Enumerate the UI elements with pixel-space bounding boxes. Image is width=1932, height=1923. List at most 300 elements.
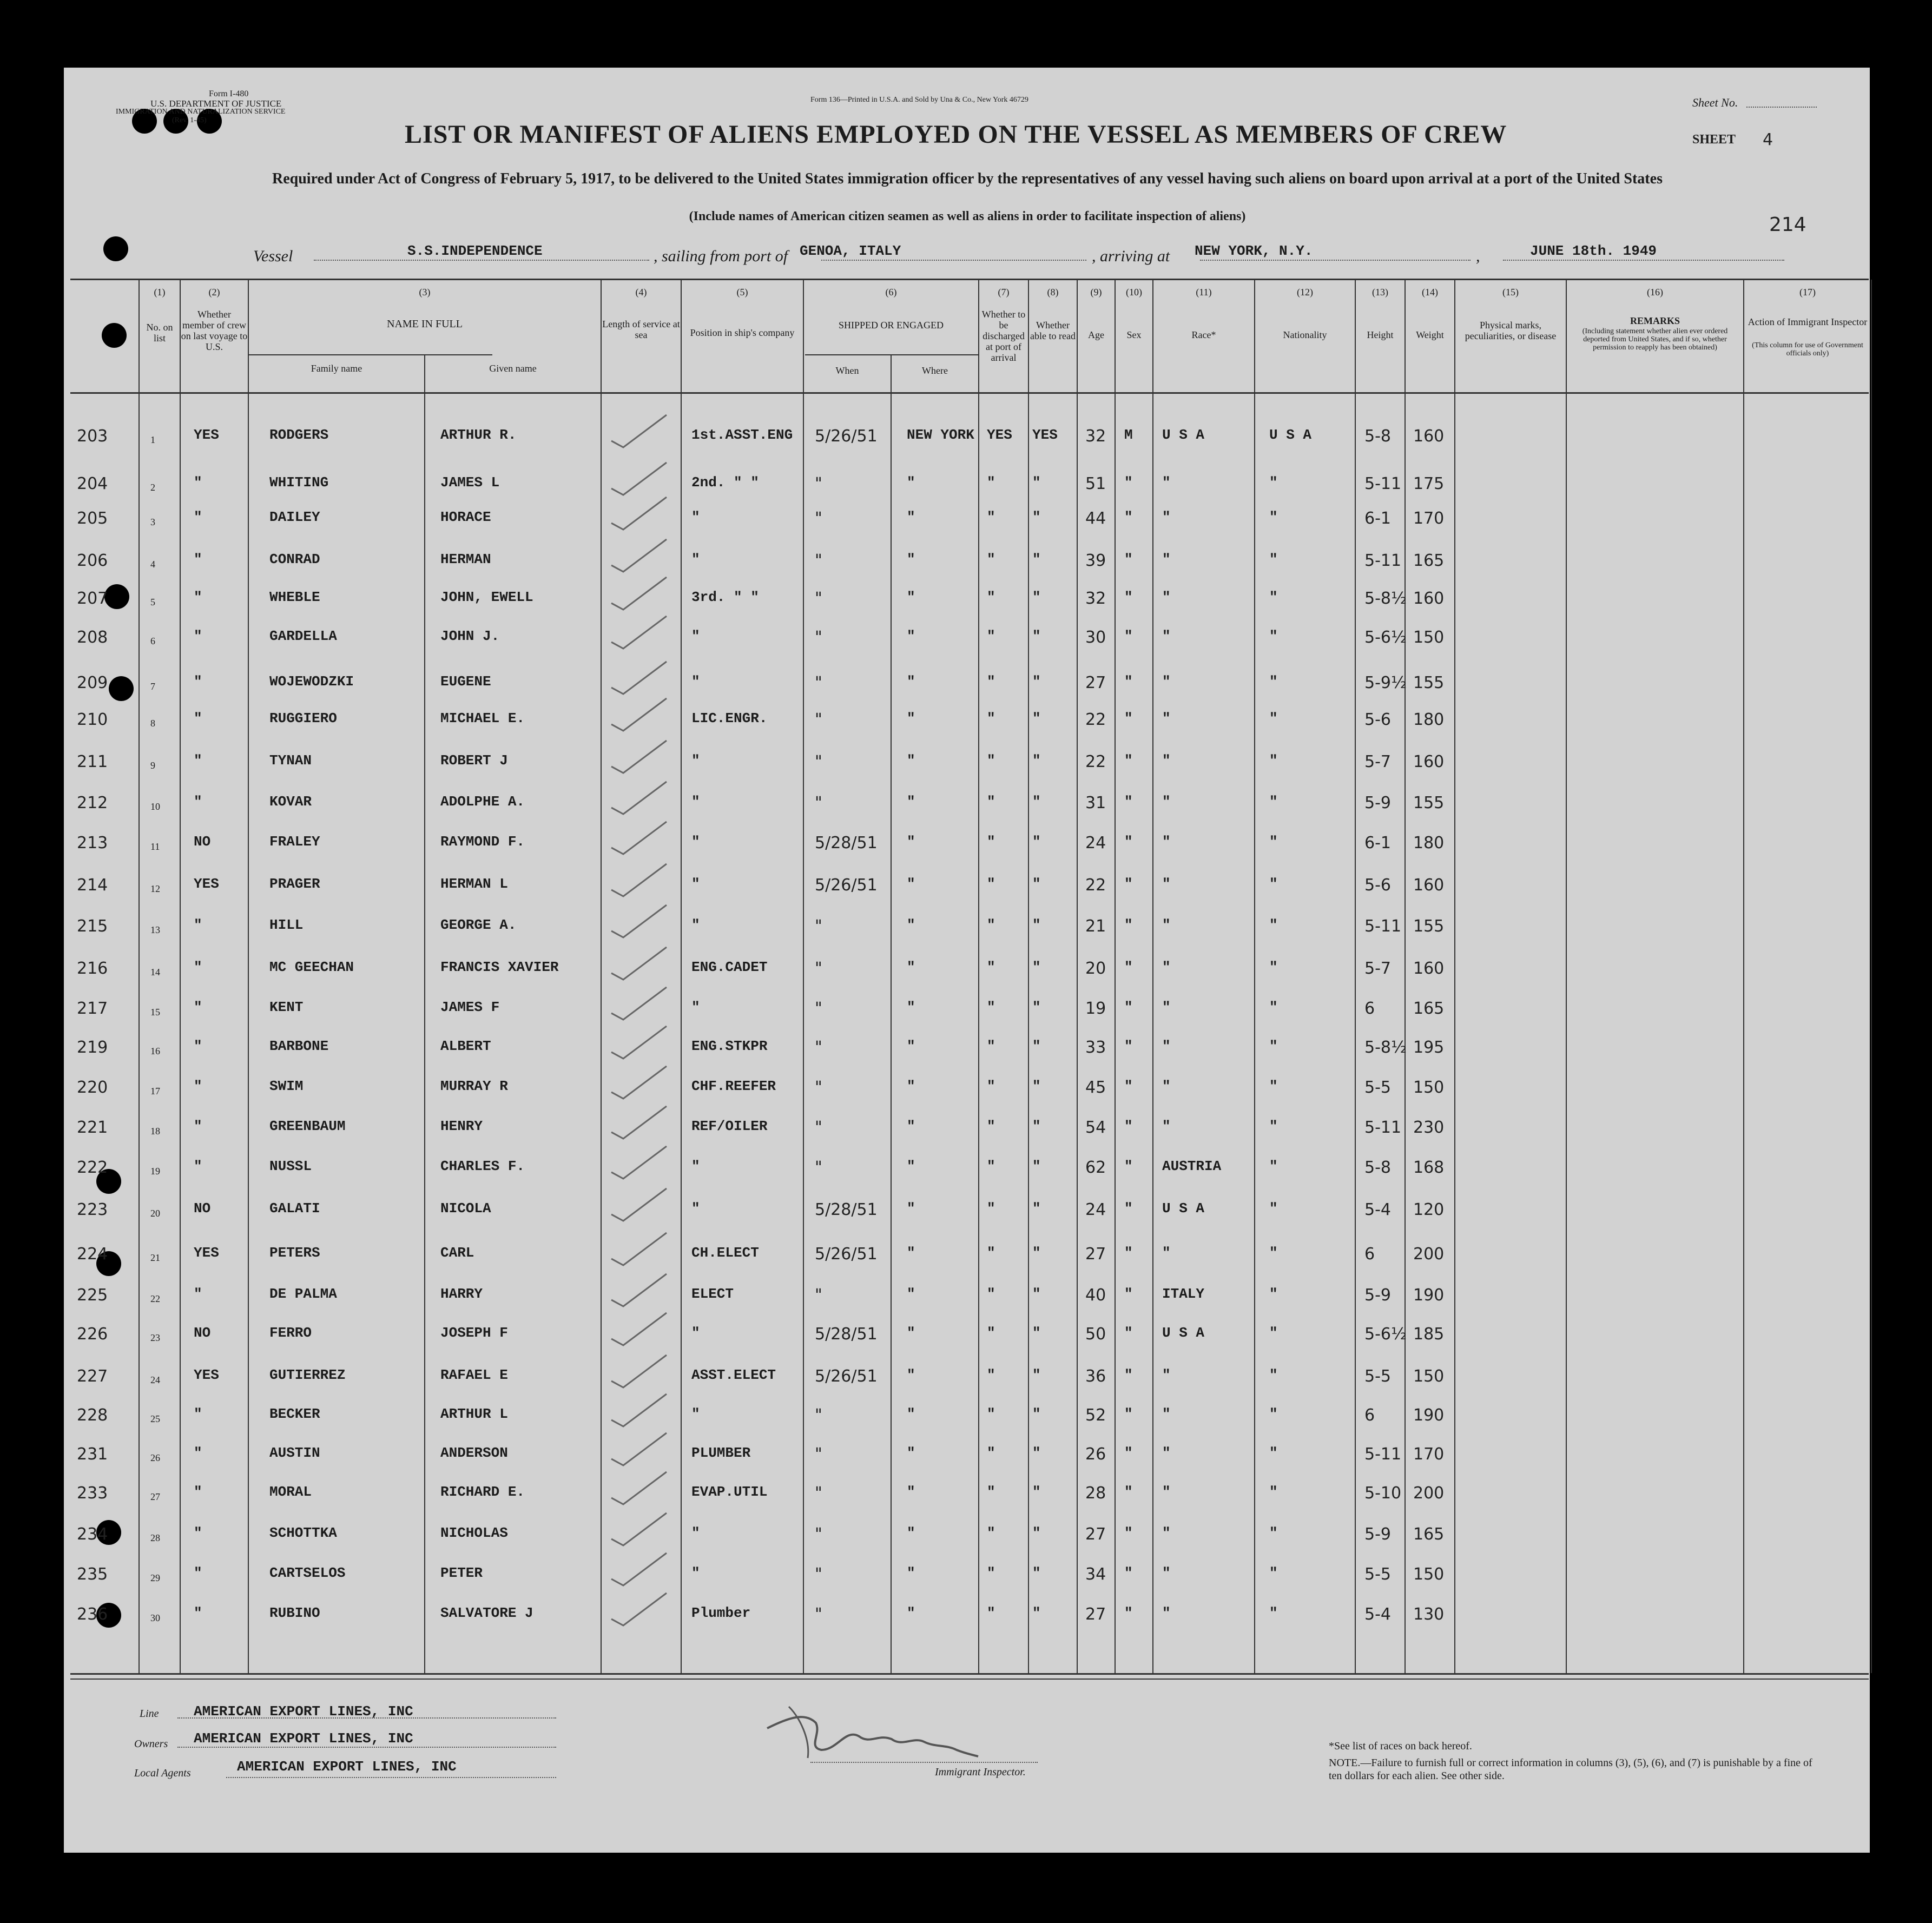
line-number: 23 (150, 1332, 160, 1343)
given-name: RAYMOND F. (440, 834, 525, 850)
shipped-when: " (815, 551, 822, 570)
given-name: HENRY (440, 1118, 483, 1134)
arriving-label: , arriving at (1092, 247, 1170, 265)
previous-voyage: " (194, 1286, 202, 1302)
shipped-where: NEW YORK (907, 427, 974, 443)
discharged: " (987, 876, 995, 892)
sex: " (1124, 1565, 1133, 1581)
sex: " (1124, 474, 1133, 491)
list-ref-number: 215 (77, 917, 108, 936)
previous-voyage: " (194, 752, 202, 769)
position: " (691, 1406, 700, 1422)
height: 5-7 (1364, 959, 1391, 978)
sex: " (1124, 1200, 1133, 1217)
col-family-name: Family name (311, 363, 362, 374)
previous-voyage: YES (194, 427, 219, 443)
col-remarks: REMARKS (1630, 315, 1680, 326)
agents-label: Local Agents (134, 1767, 191, 1779)
list-ref-number: 234 (77, 1525, 108, 1544)
list-ref-number: 222 (77, 1158, 108, 1177)
discharged: " (987, 710, 995, 726)
family-name: DAILEY (269, 509, 320, 525)
sex: " (1124, 1325, 1133, 1341)
height: 5-9 (1364, 1286, 1391, 1305)
able-to-read: YES (1032, 427, 1058, 443)
race: " (1162, 752, 1171, 769)
height: 5-9 (1364, 1525, 1391, 1544)
able-to-read: " (1032, 1245, 1041, 1261)
nationality: " (1269, 1158, 1278, 1174)
line-number: 20 (150, 1208, 160, 1219)
age: 62 (1085, 1158, 1106, 1177)
discharged: " (987, 752, 995, 769)
service-tick-marks (602, 392, 683, 1674)
service-tick (611, 905, 667, 937)
shipped-when: " (815, 673, 822, 692)
service-tick (611, 497, 667, 530)
sex: " (1124, 917, 1133, 933)
age: 22 (1085, 752, 1106, 771)
height: 6 (1364, 1245, 1375, 1264)
line-number: 12 (150, 883, 160, 894)
sex: " (1124, 1484, 1133, 1500)
discharged: " (987, 1286, 995, 1302)
previous-voyage: " (194, 999, 202, 1015)
able-to-read: " (1032, 1158, 1041, 1174)
given-name: ANDERSON (440, 1445, 508, 1461)
discharged: " (987, 1200, 995, 1217)
sex: " (1124, 1158, 1133, 1174)
sex: M (1124, 427, 1133, 443)
sex: " (1124, 999, 1133, 1015)
able-to-read: " (1032, 1406, 1041, 1422)
port-of-departure: GENOA, ITALY (800, 243, 901, 259)
position: PLUMBER (691, 1445, 751, 1461)
service-tick (611, 1513, 667, 1545)
inspector-label: Immigrant Inspector. (935, 1766, 1026, 1778)
able-to-read: " (1032, 1286, 1041, 1302)
col-length-of-service: Length of service at sea (602, 319, 680, 340)
previous-voyage: NO (194, 1200, 211, 1217)
service-tick (611, 1593, 667, 1625)
discharged: " (987, 1525, 995, 1541)
shipped-when: " (815, 1565, 822, 1584)
col-age: Age (1088, 329, 1104, 340)
sex: " (1124, 876, 1133, 892)
list-ref-number: 205 (77, 509, 108, 528)
shipped-where: " (907, 1245, 915, 1261)
given-name: RAFAEL E (440, 1367, 508, 1383)
age: 24 (1085, 834, 1106, 853)
family-name: BECKER (269, 1406, 320, 1422)
col-weight: Weight (1416, 329, 1444, 340)
weight: 165 (1413, 551, 1445, 570)
height: 5-8½ (1364, 589, 1407, 608)
given-name: NICHOLAS (440, 1525, 508, 1541)
line-number: 8 (150, 718, 155, 729)
family-name: KENT (269, 999, 304, 1015)
weight: 150 (1413, 1367, 1445, 1386)
previous-voyage: " (194, 1158, 202, 1174)
sex: " (1124, 752, 1133, 769)
nationality: " (1269, 1406, 1278, 1422)
previous-voyage: " (194, 1605, 202, 1621)
nationality: " (1269, 1245, 1278, 1261)
sex: " (1124, 834, 1133, 850)
subtitle: Required under Act of Congress of February 5, 1917, to be delivered to the United States immigration officer by the representatives of any vessel having such aliens on board upon arrival at a port of the United States (272, 170, 1663, 187)
previous-voyage: " (194, 509, 202, 525)
family-name: GARDELLA (269, 628, 337, 644)
list-ref-number: 204 (77, 474, 108, 493)
height: 5-11 (1364, 551, 1402, 570)
col-race: Race* (1191, 329, 1216, 340)
able-to-read: " (1032, 1118, 1041, 1134)
weight: 195 (1413, 1038, 1445, 1057)
line-number: 22 (150, 1293, 160, 1304)
discharged: " (987, 673, 995, 690)
service-tick (611, 616, 667, 649)
shipped-where: " (907, 876, 915, 892)
shipped-where: " (907, 834, 915, 850)
given-name: ADOLPHE A. (440, 794, 525, 810)
given-name: GEORGE A. (440, 917, 517, 933)
nationality: " (1269, 1325, 1278, 1341)
service: IMMIGRATION AND NATURALIZATION SERVICE (116, 108, 286, 116)
sex: " (1124, 1286, 1133, 1302)
service-tick (611, 1106, 667, 1139)
age: 24 (1085, 1200, 1106, 1219)
shipped-when: " (815, 710, 822, 729)
age: 54 (1085, 1118, 1106, 1137)
family-name: RUGGIERO (269, 710, 337, 726)
list-ref-number: 217 (77, 999, 108, 1018)
line-label: Line (140, 1708, 159, 1720)
list-ref-number: 219 (77, 1038, 108, 1057)
col-able-to-read: Whether able to read (1030, 320, 1076, 341)
position: 3rd. " " (691, 589, 759, 605)
line-number: 29 (150, 1572, 160, 1583)
nationality: " (1269, 628, 1278, 644)
shipped-where: " (907, 1325, 915, 1341)
nationality: " (1269, 673, 1278, 690)
list-ref-number: 226 (77, 1325, 108, 1344)
height: 5-8 (1364, 1158, 1391, 1177)
service-tick (611, 1026, 667, 1059)
position: CHF.REEFER (691, 1078, 776, 1094)
able-to-read: " (1032, 1445, 1041, 1461)
discharged: " (987, 1484, 995, 1500)
col-no-on-list: No. on list (146, 322, 173, 343)
weight: 175 (1413, 474, 1445, 493)
previous-voyage: " (194, 1038, 202, 1054)
service-tick (611, 1472, 667, 1504)
service-tick (611, 415, 667, 447)
discharged: " (987, 1325, 995, 1341)
race: " (1162, 551, 1171, 567)
age: 27 (1085, 673, 1106, 692)
height: 5-6 (1364, 710, 1391, 729)
previous-voyage: " (194, 474, 202, 491)
able-to-read: " (1032, 474, 1041, 491)
shipped-where: " (907, 1605, 915, 1621)
line-number: 11 (150, 841, 160, 852)
weight: 120 (1413, 1200, 1445, 1219)
sheet-value: 4 (1763, 130, 1773, 149)
list-ref-number: 211 (77, 752, 108, 771)
family-name: HILL (269, 917, 304, 933)
previous-voyage: " (194, 1118, 202, 1134)
nationality: U S A (1269, 427, 1312, 443)
shipped-when: " (815, 1038, 822, 1057)
height: 5-11 (1364, 474, 1402, 493)
previous-voyage: YES (194, 1367, 219, 1383)
previous-voyage: " (194, 794, 202, 810)
shipped-when: " (815, 794, 822, 812)
shipped-when: " (815, 752, 822, 771)
printer-note: Form 136—Printed in U.S.A. and Sold by Una & Co., New York 46729 (810, 96, 1028, 104)
line-number: 17 (150, 1086, 160, 1096)
list-ref-number: 233 (77, 1484, 108, 1503)
position: " (691, 834, 700, 850)
weight: 155 (1413, 673, 1445, 692)
race: " (1162, 1038, 1171, 1054)
previous-voyage: " (194, 1565, 202, 1581)
previous-voyage: " (194, 1484, 202, 1500)
age: 22 (1085, 710, 1106, 729)
given-name: HERMAN L (440, 876, 508, 892)
age: 36 (1085, 1367, 1106, 1386)
nationality: " (1269, 1200, 1278, 1217)
position: CH.ELECT (691, 1245, 759, 1261)
sex: " (1124, 1038, 1133, 1054)
race: " (1162, 959, 1171, 975)
family-name: KOVAR (269, 794, 312, 810)
sex: " (1124, 551, 1133, 567)
height: 6 (1364, 999, 1375, 1018)
service-tick (611, 1394, 667, 1426)
manifest-sheet: Form I-480 U.S. DEPARTMENT OF JUSTICE IMMIGRATION AND NATURALIZATION SERVICE (Rev. 1-45) Form 136—Printed in U.S.A. and Sold by Una & Co., New York 46729 Sheet No. SHEET 4 LIST OR MANIFEST OF ALIENS EMPLOYED ON THE VESSEL AS MEMBERS OF CREW Required under Act of Congress of February 5, 1917, to be delivered to the United States immigration officer by the representatives of any vessel having such aliens on board upon arrival at a port of the United States (Include names of American citizen seamen as well as aliens in order to facilitate inspection of aliens) 214 Vessel S.S.INDEPENDENCE , sailing from port of GENOA, ITALY , arriving at NEW YORK, N.Y. , JUNE 18th. 1949 (1) (2) (3) (4) (5) (6) (7) (8) (9) (10) (11) (12) (13) (14) (15) (16) (17) No. on list Whether member of crew on last voyage to U.S. NAME IN FULL Family name Given name Length of service at sea Position in ship's company SHIPPED OR ENGAGED When Where Whether to be discharged at port of arrival Whether able to read Age Sex Race* Nationality Height Weight Physical marks, peculiarities, or disease REMARKS (Including statement whether alien ever ordered deported from United States, and if so, whether permission to reapply has been obtained) Action of Immigrant Inspector (This column for use of Government officials only) 203 1 YES RODGERS ARTHUR R. 1st.ASST.ENG 5/26/51 NEW YORK YES YES 32 M U S A U S A 5-8 160 204 2 " WHITING JAMES L 2nd. " " " " " " 51 " " " 5-11 175 205 3 " DAILEY HORACE " " " " " 44 " " " 6-1 170 206 4 " CONRAD HERMAN " " " " " 39 " " " 5-11 165 207 5 " WHEBLE JOHN, EWELL 3rd. " " " " " " 32 " " " 5-8½ 160 208 6 " GARDELLA JOHN J. " " " " " 30 " " " 5-6½ 150 209 7 " WOJEWODZKI EUGENE " " " " " 27 " " " 5-9½ 155 210 8 " RUGGIERO MICHAEL E. LIC.ENGR. " " " " 22 " " " 5-6 180 211 9 " TYNAN ROBERT J " " " " " 22 " " " 5-7 160 212 10 " KOVAR ADOLPHE A. " " " " " 31 " " " 5-9 155 213 11 NO FRALEY RAYMOND F. " 5/28/51 " " " 24 " " " 6-1 180 214 12 YES PRAGER HERMAN L " 5/26/51 " " " 22 " " " 5-6 160 215 13 " HILL GEORGE A. " " " " " 21 " " " 5-11 155 216 14 " MC GEECHAN FRANCIS XAVIER ENG.CADET " " " " 20 " " " 5-7 160 217 15 " KENT JAMES F " " " " " 19 " " " 6 165 219 16 " BARBONE ALBERT ENG.STKPR " " " " 33 " " " 5-8½ 195 220 17 " SWIM MURRAY R CHF.REEFER " " " " 45 " " " 5-5 150 221 18 " GREENBAUM HENRY REF/OILER " " " " 54 " " " 5-11 230 222 19 " NUSSL CHARLES F. " " " " " 62 " AUSTRIA " 5-8 168 223 20 NO GALATI NICOLA " 5/28/51 " " " 24 " U S A " 5-4 120 224 21 YES PETERS CARL CH.ELECT 5/26/51 " " " 27 " " " 6 200 225 22 " DE PALMA HARRY ELECT " " " " 40 " ITALY " 5-9 190 226 23 NO FERRO JOSEPH F " 5/28/51 " " " 50 " U S A " 5-6½ 185 227 24 YES GUTIERREZ RAFAEL E ASST.ELECT 5/26/51 " " " 36 " " " 5-5 150 228 25 " BECKER ARTHUR L " " " " " 52 " " " 6 190 231 26 " AUSTIN ANDERSON PLUMBER " " " " 26 " " " 5-11 170 233 27 " MORAL RICHARD E. EVAP.UTIL " " " " 28 " " " 5-10 200 234 28 " SCHOTTKA NICHOLAS " " " " " 27 " " " 5-9 165 235 29 " CARTSELOS PETER " " " " " 34 " " " 5-5 150 236 30 " RUBINO SALVATORE J Plumber " " " " 27 " " " 5-4 130 Line AMERICAN EXPORT LINES, INC Owners AMERICAN EXPORT LINES, INC Local Agents AMERICAN EXPORT LINES, INC Immigrant Inspector. *See list of races on back hereof. NOTE.—Failure to furnish full or correct information in columns (3), (5), (6), and (7) is punishable by a fine of ten dollars for each alien. See other side. (64, 68, 1870, 1853)
weight: 180 (1413, 710, 1445, 729)
race: " (1162, 1484, 1171, 1500)
shipped-when: 5/26/51 (815, 1245, 878, 1264)
family-name: BARBONE (269, 1038, 329, 1054)
age: 26 (1085, 1445, 1106, 1464)
punch-hole (109, 676, 134, 701)
service-tick (611, 1146, 667, 1179)
able-to-read: " (1032, 917, 1041, 933)
sex: " (1124, 794, 1133, 810)
shipped-where: " (907, 1038, 915, 1054)
age: 45 (1085, 1078, 1106, 1097)
height: 5-9½ (1364, 673, 1407, 692)
line-number: 4 (150, 559, 155, 570)
given-name: CHARLES F. (440, 1158, 525, 1174)
nationality: " (1269, 589, 1278, 605)
weight: 200 (1413, 1245, 1445, 1264)
age: 51 (1085, 474, 1106, 493)
line-number: 1 (150, 434, 155, 445)
col-inspector-note: (This column for use of Government officials only) (1752, 341, 1863, 358)
weight: 190 (1413, 1406, 1445, 1425)
line-number: 7 (150, 681, 155, 692)
family-name: MORAL (269, 1484, 312, 1500)
service-tick (611, 1553, 667, 1585)
height: 5-11 (1364, 1118, 1402, 1137)
line-number: 15 (150, 1007, 160, 1017)
able-to-read: " (1032, 752, 1041, 769)
line-number: 6 (150, 636, 155, 646)
shipped-when: " (815, 509, 822, 528)
form-id: Form I-480 (209, 89, 249, 98)
position: " (691, 999, 700, 1015)
able-to-read: " (1032, 1525, 1041, 1541)
discharged: " (987, 1118, 995, 1134)
race: " (1162, 794, 1171, 810)
family-name: RODGERS (269, 427, 329, 443)
race: U S A (1162, 427, 1205, 443)
position: Plumber (691, 1605, 751, 1621)
weight: 150 (1413, 1565, 1445, 1584)
height: 5-8½ (1364, 1038, 1407, 1057)
shipped-where: " (907, 1158, 915, 1174)
discharged: " (987, 1038, 995, 1054)
family-name: CONRAD (269, 551, 320, 567)
weight: 160 (1413, 589, 1445, 608)
position: ENG.CADET (691, 959, 768, 975)
list-ref-number: 210 (77, 710, 108, 729)
shipped-where: " (907, 710, 915, 726)
shipped-when: 5/28/51 (815, 834, 878, 853)
discharged: " (987, 794, 995, 810)
race: " (1162, 999, 1171, 1015)
service-tick (611, 1274, 667, 1306)
discharged: " (987, 509, 995, 525)
race: " (1162, 673, 1171, 690)
race: " (1162, 474, 1171, 491)
given-name: MURRAY R (440, 1078, 508, 1094)
position: " (691, 876, 700, 892)
col-previous-voyage: Whether member of crew on last voyage to U.S. (181, 309, 248, 352)
nationality: " (1269, 1286, 1278, 1302)
weight: 185 (1413, 1325, 1445, 1344)
position: " (691, 673, 700, 690)
discharged: " (987, 1367, 995, 1383)
list-ref-number: 209 (77, 673, 108, 692)
able-to-read: " (1032, 1565, 1041, 1581)
height: 5-6½ (1364, 1325, 1407, 1344)
discharged: " (987, 628, 995, 644)
nationality: " (1269, 509, 1278, 525)
previous-voyage: " (194, 1525, 202, 1541)
sex: " (1124, 1406, 1133, 1422)
able-to-read: " (1032, 1484, 1041, 1500)
service-tick (611, 822, 667, 854)
shipped-when: " (815, 628, 822, 647)
given-name: ROBERT J (440, 752, 508, 769)
nationality: " (1269, 876, 1278, 892)
service-tick (611, 1433, 667, 1465)
race: " (1162, 1565, 1171, 1581)
nationality: " (1269, 999, 1278, 1015)
able-to-read: " (1032, 673, 1041, 690)
shipped-where: " (907, 752, 915, 769)
list-ref-number: 228 (77, 1406, 108, 1425)
able-to-read: " (1032, 509, 1041, 525)
page-number: 214 (1769, 214, 1806, 236)
shipped-where: " (907, 1200, 915, 1217)
shipped-where: " (907, 673, 915, 690)
discharged: " (987, 589, 995, 605)
sex: " (1124, 1525, 1133, 1541)
previous-voyage: YES (194, 1245, 219, 1261)
height: 5-6 (1364, 876, 1391, 895)
previous-voyage: " (194, 917, 202, 933)
agents-value: AMERICAN EXPORT LINES, INC (237, 1759, 457, 1775)
col-name-in-full: NAME IN FULL (387, 318, 463, 330)
list-ref-number: 236 (77, 1605, 108, 1624)
able-to-read: " (1032, 1078, 1041, 1094)
family-name: WHITING (269, 474, 329, 491)
race: " (1162, 589, 1171, 605)
able-to-read: " (1032, 1038, 1041, 1054)
height: 5-9 (1364, 794, 1391, 812)
family-name: AUSTIN (269, 1445, 320, 1461)
list-ref-number: 221 (77, 1118, 108, 1137)
age: 32 (1085, 589, 1106, 608)
position: 1st.ASST.ENG (691, 427, 793, 443)
family-name: SCHOTTKA (269, 1525, 337, 1541)
race: " (1162, 1445, 1171, 1461)
position: ENG.STKPR (691, 1038, 768, 1054)
height: 5-5 (1364, 1078, 1391, 1097)
weight: 160 (1413, 427, 1445, 446)
given-name: MICHAEL E. (440, 710, 525, 726)
shipped-where: " (907, 1286, 915, 1302)
given-name: RICHARD E. (440, 1484, 525, 1500)
port-of-arrival: NEW YORK, N.Y. (1195, 243, 1313, 259)
given-name: SALVATORE J (440, 1605, 533, 1621)
shipped-where: " (907, 1525, 915, 1541)
inspector-signature (756, 1696, 984, 1772)
service-tick (611, 864, 667, 896)
service-tick (611, 947, 667, 980)
previous-voyage: YES (194, 876, 219, 892)
position: ELECT (691, 1286, 734, 1302)
given-name: ARTHUR L (440, 1406, 508, 1422)
punch-hole (102, 323, 127, 348)
weight: 190 (1413, 1286, 1445, 1305)
sex: " (1124, 509, 1133, 525)
age: 40 (1085, 1286, 1106, 1305)
family-name: TYNAN (269, 752, 312, 769)
service-tick (611, 662, 667, 694)
col-where: Where (922, 365, 948, 376)
race: " (1162, 1605, 1171, 1621)
service-tick (611, 1355, 667, 1387)
family-name: DE PALMA (269, 1286, 337, 1302)
discharged: " (987, 917, 995, 933)
line-number: 25 (150, 1413, 160, 1424)
line-number: 5 (150, 597, 155, 607)
owners-value: AMERICAN EXPORT LINES, INC (194, 1730, 413, 1747)
discharged: " (987, 1445, 995, 1461)
able-to-read: " (1032, 589, 1041, 605)
list-ref-number: 231 (77, 1445, 108, 1464)
discharged: " (987, 1605, 995, 1621)
nationality: " (1269, 752, 1278, 769)
service-tick (611, 462, 667, 495)
able-to-read: " (1032, 710, 1041, 726)
